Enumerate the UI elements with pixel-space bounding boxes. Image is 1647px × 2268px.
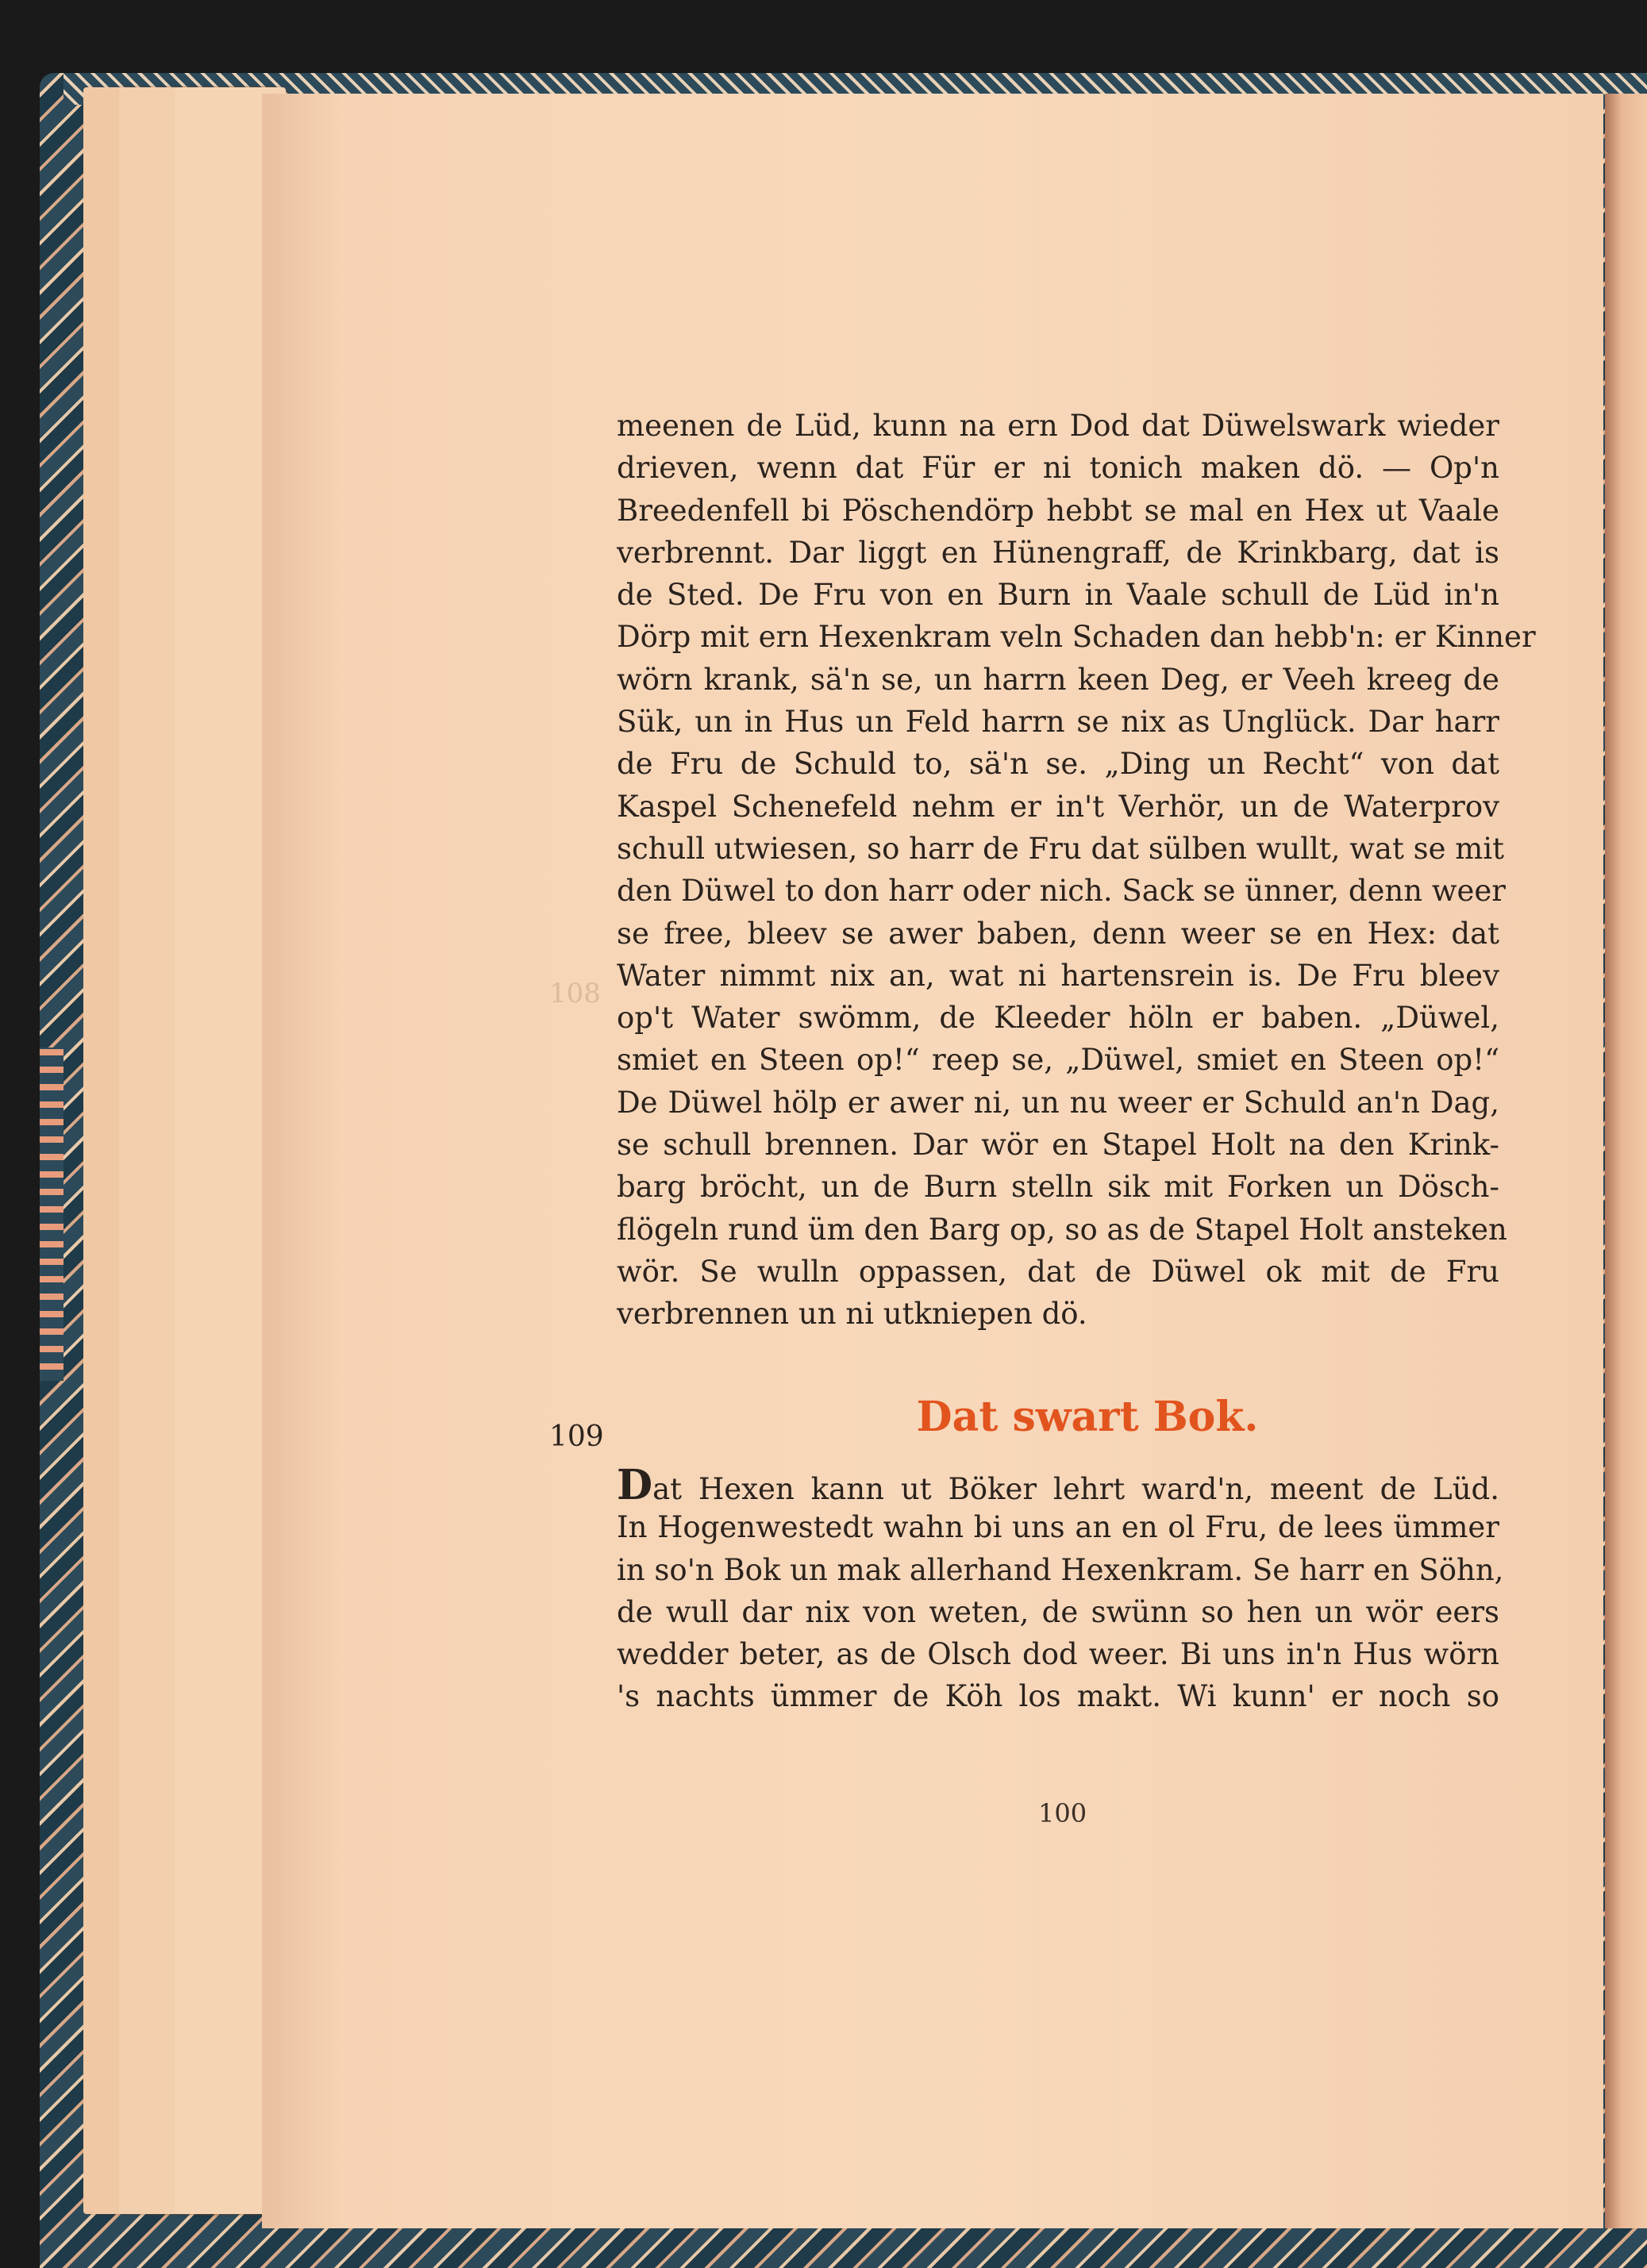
text-line: verbrennt. Dar liggt en Hünengraff, de Krinkbarg, dat is (617, 535, 1499, 570)
section-heading: Dat swart Bok. (916, 1393, 1259, 1441)
cover-pattern-spine (40, 1048, 63, 1381)
text-line: den Düwel to don harr oder nich. Sack se ünner, denn weer (617, 874, 1506, 909)
text-line: Dörp mit ern Hexenkram veln Schaden dan hebb'n: er Kinner (617, 620, 1536, 655)
text-line: de Sted. De Fru von en Burn in Vaale schull de Lüd in'n (617, 578, 1499, 613)
page-number: 100 (1038, 1798, 1087, 1828)
text-line: wör. Se wulln oppassen, dat de Düwel ok mit de Fru (617, 1254, 1499, 1289)
margin-number: 109 (549, 1420, 604, 1453)
text-line: Kaspel Schenefeld nehm er in't Verhör, un de Waterprov (617, 789, 1499, 824)
text-line: wedder beter, as de Olsch dod weer. Bi uns in'n Hus wörn (617, 1637, 1499, 1672)
text-line-rest: at Hexen kann ut Böker lehrt ward'n, meent de Lüd. (652, 1472, 1499, 1506)
text-line: in so'n Bok un mak allerhand Hexenkram. Se harr en Söhn, (617, 1552, 1504, 1587)
text-line: se free, bleev se awer baben, denn weer se en Hex: dat (617, 916, 1499, 951)
text-line: schull utwiesen, so harr de Fru dat sülben wullt, wat se mit (617, 831, 1505, 866)
show-through-page-number: 108 (549, 978, 601, 1009)
text-line: meenen de Lüd, kunn na ern Dod dat Düwelswark wieder (617, 409, 1499, 443)
text-line: Sük, un in Hus un Feld harrn se nix as Unglück. Dar harr (617, 705, 1499, 740)
section-text (617, 1461, 1504, 1718)
text-line: de wull dar nix von weten, de swünn so hen un wör eers (617, 1594, 1499, 1629)
text-line: Breedenfell bi Pöschendörp hebbt se mal en Hex ut Vaale (617, 493, 1499, 528)
text-line: verbrennen un ni utkniepen dö. (617, 1297, 1087, 1332)
text-line: smiet en Steen op!“ reep se, „Düwel, smiet en Steen op!“ (617, 1043, 1499, 1078)
text-line: wörn krank, sä'n se, un harrn keen Deg, er Veeh kreeg de (617, 662, 1499, 697)
text-line-first (617, 1461, 1499, 1509)
text-line: barg bröcht, un de Burn stelln sik mit Forken un Dösch- (617, 1170, 1499, 1205)
text-line: op't Water swömm, de Kleeder höln er baben. „Düwel, (617, 1001, 1499, 1036)
facing-page-edge (1605, 94, 1647, 2228)
text-line: Water nimmt nix an, wat ni hartensrein is. De Fru bleev (617, 958, 1499, 993)
body-text (617, 405, 1536, 1336)
text-line: drieven, wenn dat Für er ni tonich maken dö. — Op'n (617, 451, 1499, 486)
text-line: In Hogenwestedt wahn bi uns an en ol Fru, de lees ümmer (617, 1510, 1499, 1545)
text-line: se schull brennen. Dar wör en Stapel Holt na den Krink- (617, 1128, 1499, 1163)
text-line: 's nachts ümmer de Köh los makt. Wi kunn' er noch so (617, 1679, 1499, 1714)
text-line: de Fru de Schuld to, sä'n se. „Ding un Recht“ von dat (617, 747, 1499, 782)
text-line: De Düwel hölp er awer ni, un nu weer er Schuld an'n Dag, (617, 1085, 1499, 1120)
drop-initial: D (617, 1461, 653, 1509)
text-line: flögeln rund üm den Barg op, so as de Stapel Holt ansteken (617, 1212, 1507, 1247)
